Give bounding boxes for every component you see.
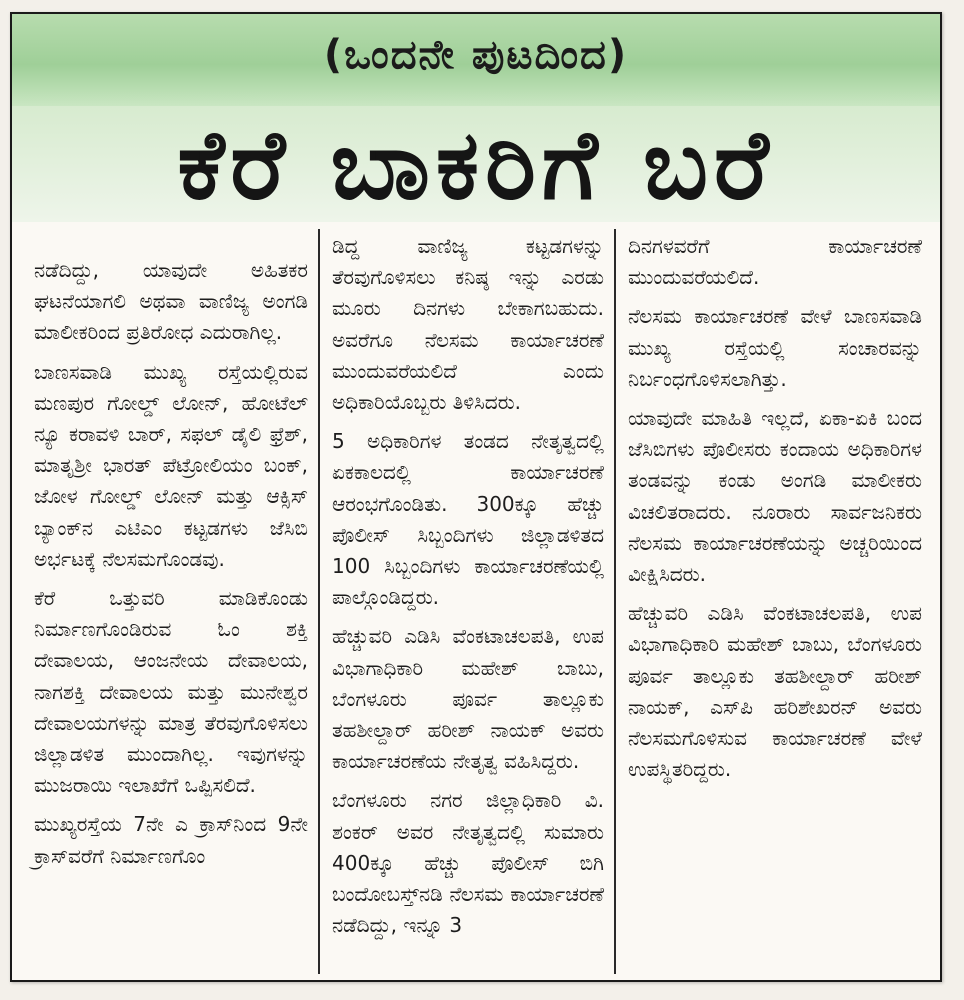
- headline: ಕೆರೆ ಬಾಕರಿಗೆ ಬರೆ: [177, 109, 775, 221]
- column-2: [318, 229, 614, 974]
- paragraph: ಕೆರೆ ಒತ್ತುವರಿ ಮಾಡಿಕೊಂಡು ನಿರ್ಮಾಣಗೊಂಡಿರುವ ಓಂ ಶಕ್ತಿ ದೇವಾಲಯ, ಆಂಜನೇಯ ದೇವಾಲಯ, ನಾಗಶಕ್ತಿ ದೇವಾಲಯ ಮತ್ತು ಮುನೇಶ್ವರ ದೇವಾಲಯಗಳನ್ನು ಮಾತ್ರ ತೆರವುಗೊಳಿಸಲು ಜಿಲ್ಲಾಡಳಿತ ಮುಂದಾಗಿಲ್ಲ. ಇವುಗಳನ್ನು ಮುಜರಾಯಿ ಇಲಾಖೆಗೆ ಒಪ್ಪಿಸಲಿದೆ.: [34, 586, 308, 798]
- paragraph: ಯಾವುದೇ ಮಾಹಿತಿ ಇಲ್ಲದೆ, ಏಕಾ-ಏಕಿ ಬಂದ ಜೆಸಿಬಿಗಳು ಪೊಲೀಸರು ಕಂದಾಯ ಅಧಿಕಾರಿಗಳ ತಂಡವನ್ನು ಕಂಡು ಅಂಗಡಿ ಮಾಲೀಕರು ವಿಚಲಿತರಾದರು. ನೂರಾರು ಸಾರ್ವಜನಿಕರು ನೆಲಸಮ ಕಾರ್ಯಾಚರಣೆಯನ್ನು ಅಚ್ಚರಿಯಿಂದ ವೀಕ್ಷಿಸಿದರು.: [628, 406, 922, 587]
- paragraph: ಹೆಚ್ಚುವರಿ ಎಡಿಸಿ ವೆಂಕಟಾಚಲಪತಿ, ಉಪ ವಿಭಾಗಾಧಿಕಾರಿ ಮಹೇಶ್ ಬಾಬು, ಬೆಂಗಳೂರು ಪೂರ್ವ ತಾಲ್ಲೂಕು ತಹಶೀಲ್ದಾರ್ ಹರೀಶ್ ನಾಯಕ್, ಎಸ್‌ಪಿ ಹರಿಶೇಖರನ್ ಅವರು ನೆಲಸಮಗೊಳಿಸುವ ಕಾರ್ಯಾಚರಣೆ ವೇಳೆ ಉಪಸ್ಥಿತರಿದ್ದರು.: [628, 601, 922, 782]
- continuation-kicker: (ಒಂದನೇ ಪುಟದಿಂದ): [323, 32, 629, 78]
- newspaper-clipping: [10, 12, 942, 982]
- paragraph: ನಡೆದಿದ್ದು, ಯಾವುದೇ ಅಹಿತಕರ ಘಟನೆಯಾಗಲಿ ಅಥವಾ ವಾಣಿಜ್ಯ ಅಂಗಡಿ ಮಾಲೀಕರಿಂದ ಪ್ರತಿರೋಧ ಎದುರಾಗಿಲ್ಲ.: [34, 258, 308, 345]
- paragraph: ಮುಖ್ಯರಸ್ತೆಯ 7ನೇ ಎ ಕ್ರಾಸ್‌ನಿಂದ 9ನೇ ಕ್ರಾಸ್‌ವರೆಗೆ ನಿರ್ಮಾಣಗೊಂ: [34, 812, 308, 868]
- column-3: [614, 229, 932, 974]
- paragraph: ದಿನಗಳವರೆಗೆ ಕಾರ್ಯಾಚರಣೆ ಮುಂದುವರೆಯಲಿದೆ.: [628, 234, 922, 290]
- paragraph: ಬಾಣಸವಾಡಿ ಮುಖ್ಯ ರಸ್ತೆಯಲ್ಲಿರುವ ಮಣಪುರ ಗೋಲ್ಡ್ ಲೋನ್, ಹೋಟೆಲ್ ನ್ಯೂ ಕರಾವಳಿ ಬಾರ್, ಸಫಲ್ ಡೈಲಿ ಫ್ರೆಶ್, ಮಾತೃಶ್ರೀ ಭಾರತ್ ಪೆಟ್ರೋಲಿಯಂ ಬಂಕ್, ಜೋಳ ಗೋಲ್ಡ್ ಲೋನ್ ಮತ್ತು ಆಕ್ಸಿಸ್ ಬ್ಯಾಂಕ್‌ನ ಎಟಿಎಂ ಕಟ್ಟಡಗಳು ಜೆಸಿಬಿ ಅರ್ಭಟಕ್ಕೆ ನೆಲಸಮಗೊಂಡವು.: [34, 359, 308, 571]
- paragraph: 5 ಅಧಿಕಾರಿಗಳ ತಂಡದ ನೇತೃತ್ವದಲ್ಲಿ ಏಕಕಾಲದಲ್ಲಿ ಕಾರ್ಯಾಚರಣೆ ಆರಂಭಗೊಂಡಿತು. 300ಕ್ಕೂ ಹೆಚ್ಚು ಪೊಲೀಸ್ ಸಿಬ್ಬಂದಿಗಳು ಜಿಲ್ಲಾಡಳಿತದ 100 ಸಿಬ್ಬಂದಿಗಳು ಕಾರ್ಯಾಚರಣೆಯಲ್ಲಿ ಪಾಲ್ಗೊಂಡಿದ್ದರು.: [332, 429, 604, 610]
- paragraph: ಬೆಂಗಳೂರು ನಗರ ಜಿಲ್ಲಾಧಿಕಾರಿ ವಿ. ಶಂಕರ್ ಅವರ ನೇತೃತ್ವದಲ್ಲಿ ಸುಮಾರು 400ಕ್ಕೂ ಹೆಚ್ಚು ಪೊಲೀಸ್ ಬಿಗಿ ಬಂದೋಬಸ್ತ್‌ನಡಿ ನೆಲಸಮ ಕಾರ್ಯಾಚರಣೆ ನಡೆದಿದ್ದು, ಇನ್ನೂ 3: [332, 788, 604, 938]
- article-columns: [22, 229, 932, 974]
- paragraph: ಡಿದ್ದ ವಾಣಿಜ್ಯ ಕಟ್ಟಡಗಳನ್ನು ತೆರವುಗೊಳಿಸಲು ಕನಿಷ್ಠ ಇನ್ನು ಎರಡು ಮೂರು ದಿನಗಳು ಬೇಕಾಗಬಹುದು. ಅವರೆಗೂ ನೆಲಸಮ ಕಾರ್ಯಾಚರಣೆ ಮುಂದುವರೆಯಲಿದೆ ಎಂದು ಅಧಿಕಾರಿಯೊಬ್ಬರು ತಿಳಿಸಿದರು.: [332, 234, 604, 415]
- paragraph: ಹೆಚ್ಚುವರಿ ಎಡಿಸಿ ವೆಂಕಟಾಚಲಪತಿ, ಉಪ ವಿಭಾಗಾಧಿಕಾರಿ ಮಹೇಶ್ ಬಾಬು, ಬೆಂಗಳೂರು ಪೂರ್ವ ತಾಲ್ಲೂಕು ತಹಶೀಲ್ದಾರ್ ಹರೀಶ್ ನಾಯಕ್ ಅವರು ಕಾರ್ಯಾಚರಣೆಯ ನೇತೃತ್ವ ವಹಿಸಿದ್ದರು.: [332, 624, 604, 774]
- paragraph: ನೆಲಸಮ ಕಾರ್ಯಾಚರಣೆ ವೇಳೆ ಬಾಣಸವಾಡಿ ಮುಖ್ಯ ರಸ್ತೆಯಲ್ಲಿ ಸಂಚಾರವನ್ನು ನಿರ್ಬಂಧಗೊಳಿಸಲಾಗಿತ್ತು.: [628, 304, 922, 391]
- column-1: [22, 229, 318, 974]
